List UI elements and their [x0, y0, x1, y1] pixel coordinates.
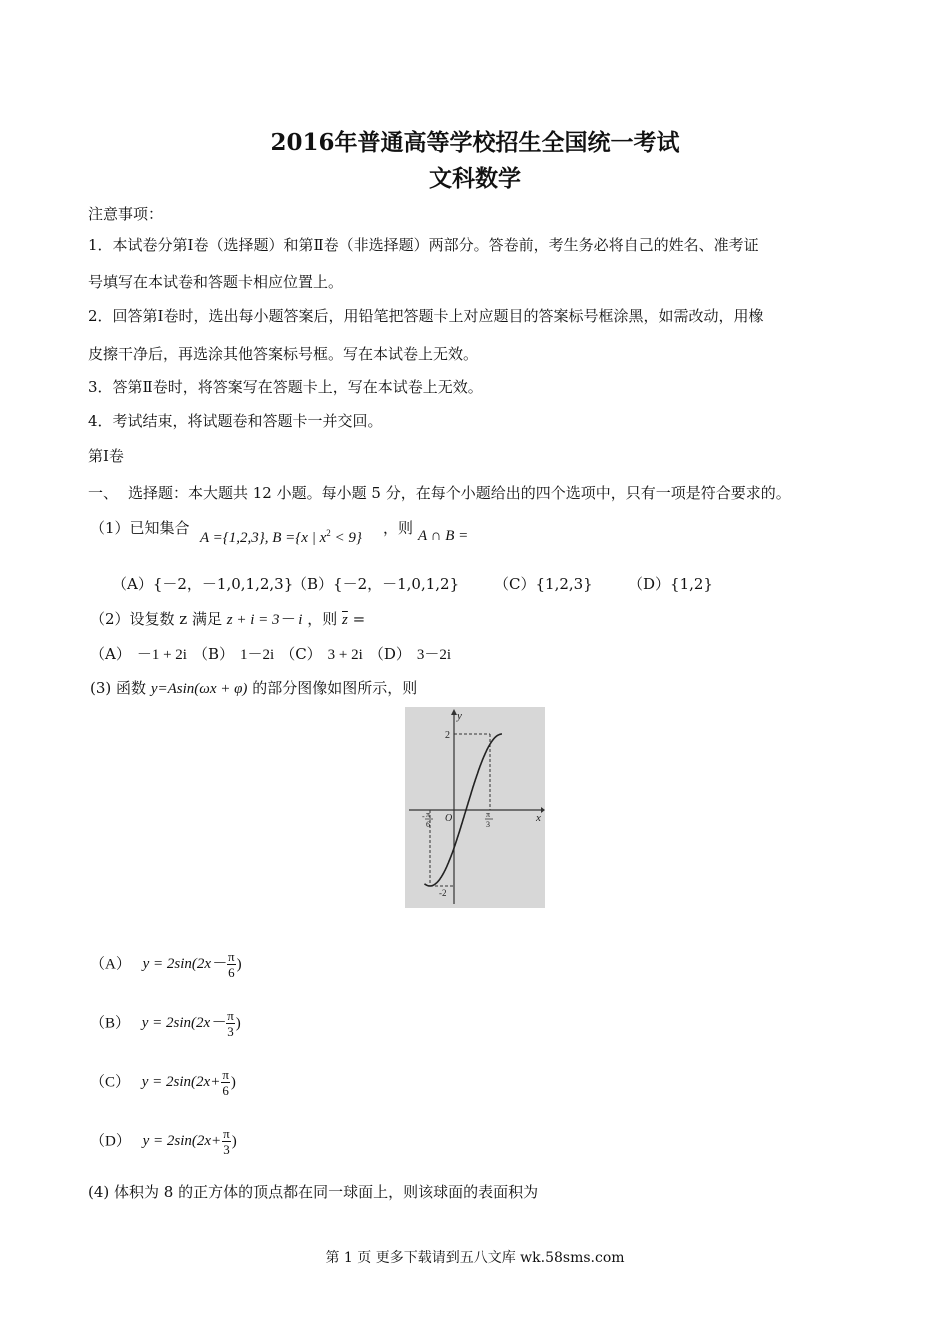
y-min-label: -2	[439, 888, 447, 898]
q3-option-c-num: π	[222, 1067, 229, 1082]
q3-option-d-pre: y = 2sin(2x+	[142, 1133, 222, 1150]
q2-option-c-value: 3 + 2i	[327, 647, 363, 663]
q3-option-a-den: 6	[228, 965, 235, 980]
q2-stem-then: ，则	[307, 610, 338, 628]
q1-option-b: （B）{－2，－1,0,1,2}	[292, 575, 460, 593]
q3-option-d-post: )	[231, 1133, 237, 1150]
notice-heading: 注意事项：	[88, 205, 164, 223]
q2-conjugate-z: $\overline{z}$	[342, 612, 348, 628]
q2-stem-prefix: （2）设复数 z 满足	[90, 610, 222, 628]
notice-item-3: 3．答第Ⅱ卷时，将答案写在答题卡上，写在本试卷上无效。	[88, 378, 483, 396]
exam-title: 2016年普通高等学校招生全国统一考试	[270, 129, 680, 156]
q2-option-d-value: 3－2i	[416, 647, 452, 663]
part-1-label: 第Ⅰ卷	[88, 447, 124, 465]
q1-prefix: （1）已知集合	[90, 519, 190, 537]
q3-option-c-label: （C）	[90, 1074, 131, 1091]
q1-then: 则	[398, 519, 414, 537]
q1-option-d: （D）{1,2}	[628, 575, 713, 593]
q3-option-a	[90, 949, 242, 981]
q3-option-b-num: π	[227, 1008, 234, 1023]
q3-option-a-label: （A）	[90, 956, 131, 973]
q2-option-a-value: －1 + 2i	[136, 647, 187, 663]
x-right-tick-numerator: π	[486, 810, 491, 819]
q3-stem	[90, 677, 417, 698]
q1-intersection: A ∩ B =	[418, 528, 469, 544]
q3-prefix: (3) 函数	[90, 679, 147, 697]
q3-graph-svg	[405, 707, 545, 908]
q1-set-a: A ={1,2,3}, B ={x | x	[200, 530, 327, 546]
q3-option-c-post: )	[230, 1074, 236, 1091]
origin-label: O	[445, 813, 453, 824]
q2-equation: z + i = 3－ i	[226, 612, 303, 628]
q2-options	[90, 643, 457, 664]
q3-option-d-label: （D）	[90, 1133, 131, 1150]
q3-graph-figure	[405, 707, 545, 908]
notice-item-1-line-2: 号填写在本试卷和答题卡相应位置上。	[88, 273, 344, 291]
q3-option-c-pre: y = 2sin(2x+	[141, 1074, 221, 1091]
x-right-tick-denominator: 3	[486, 820, 490, 829]
q3-option-d-num: π	[223, 1126, 230, 1141]
y-max-label: 2	[445, 730, 450, 741]
x-left-tick-numerator: π	[426, 810, 431, 819]
q2-stem	[90, 608, 365, 629]
section-1-text: 选择题：本大题共 12 小题。每小题 5 分，在每个小题给出的四个选项中，只有一项是符合要求的。	[128, 484, 791, 502]
q3-option-a-post: )	[236, 956, 242, 973]
q1-option-a: （A）{－2，－1,0,1,2,3}	[112, 575, 294, 593]
q3-option-a-num: π	[228, 949, 235, 964]
q3-option-b-post: )	[235, 1015, 241, 1032]
q3-option-b	[90, 1008, 241, 1040]
q3-option-b-pre: y = 2sin(2x－	[141, 1015, 226, 1032]
x-axis-label: x	[536, 812, 541, 824]
q3-suffix: 的部分图像如图所示，则	[252, 679, 418, 697]
q2-option-b-value: 1－2i	[240, 647, 275, 663]
q1-set-expression	[200, 528, 362, 547]
q3-option-b-den: 3	[227, 1024, 234, 1039]
q2-equals: =	[352, 610, 366, 628]
q1-option-c: （C）{1,2,3}	[494, 575, 593, 593]
page-footer: 第 1 页 更多下载请到五八文库 wk.58sms.com	[325, 1250, 625, 1266]
notice-item-4: 4．考试结束，将试题卷和答题卡一并交回。	[88, 412, 383, 430]
section-1-number: 一、	[88, 484, 119, 502]
q3-option-c	[90, 1067, 236, 1099]
q3-option-c-den: 6	[222, 1083, 229, 1098]
exam-subtitle: 文科数学	[429, 165, 521, 192]
q3-function: y=Asin(ωx + φ)	[150, 681, 248, 697]
q1-superscript: 2	[326, 528, 331, 538]
notice-item-1-line-1: 1．本试卷分第Ⅰ卷（选择题）和第Ⅱ卷（非选择题）两部分。答卷前，考生务必将自己的姓名、准考证	[88, 236, 759, 254]
q2-option-b-label: （B）	[192, 645, 235, 663]
q3-option-d	[90, 1126, 237, 1158]
q3-option-a-pre: y = 2sin(2x－	[142, 956, 227, 973]
x-axis-arrow-icon	[541, 807, 545, 813]
q1-set-b: < 9}	[330, 530, 362, 546]
x-left-tick-sign: -	[422, 812, 425, 821]
q2-option-a-label: （A）	[90, 645, 131, 663]
notice-item-2-line-2: 皮擦干净后，再选涂其他答案标号框。写在本试卷上无效。	[88, 345, 479, 363]
x-left-tick-denominator: 6	[426, 820, 430, 829]
notice-item-2-line-1: 2．回答第Ⅰ卷时，选出每小题答案后，用铅笔把答题卡上对应题目的答案标号框涂黑，如需改动，用橡	[88, 307, 764, 325]
q4-text: (4) 体积为 8 的正方体的顶点都在同一球面上，则该球面的表面积为	[88, 1183, 539, 1201]
q3-option-b-label: （B）	[90, 1015, 131, 1032]
q3-option-d-den: 3	[223, 1142, 230, 1157]
q2-option-c-label: （C）	[280, 645, 322, 663]
q2-option-d-label: （D）	[368, 645, 411, 663]
y-axis-label: y	[457, 710, 462, 722]
q1-comma: ，	[383, 519, 399, 537]
